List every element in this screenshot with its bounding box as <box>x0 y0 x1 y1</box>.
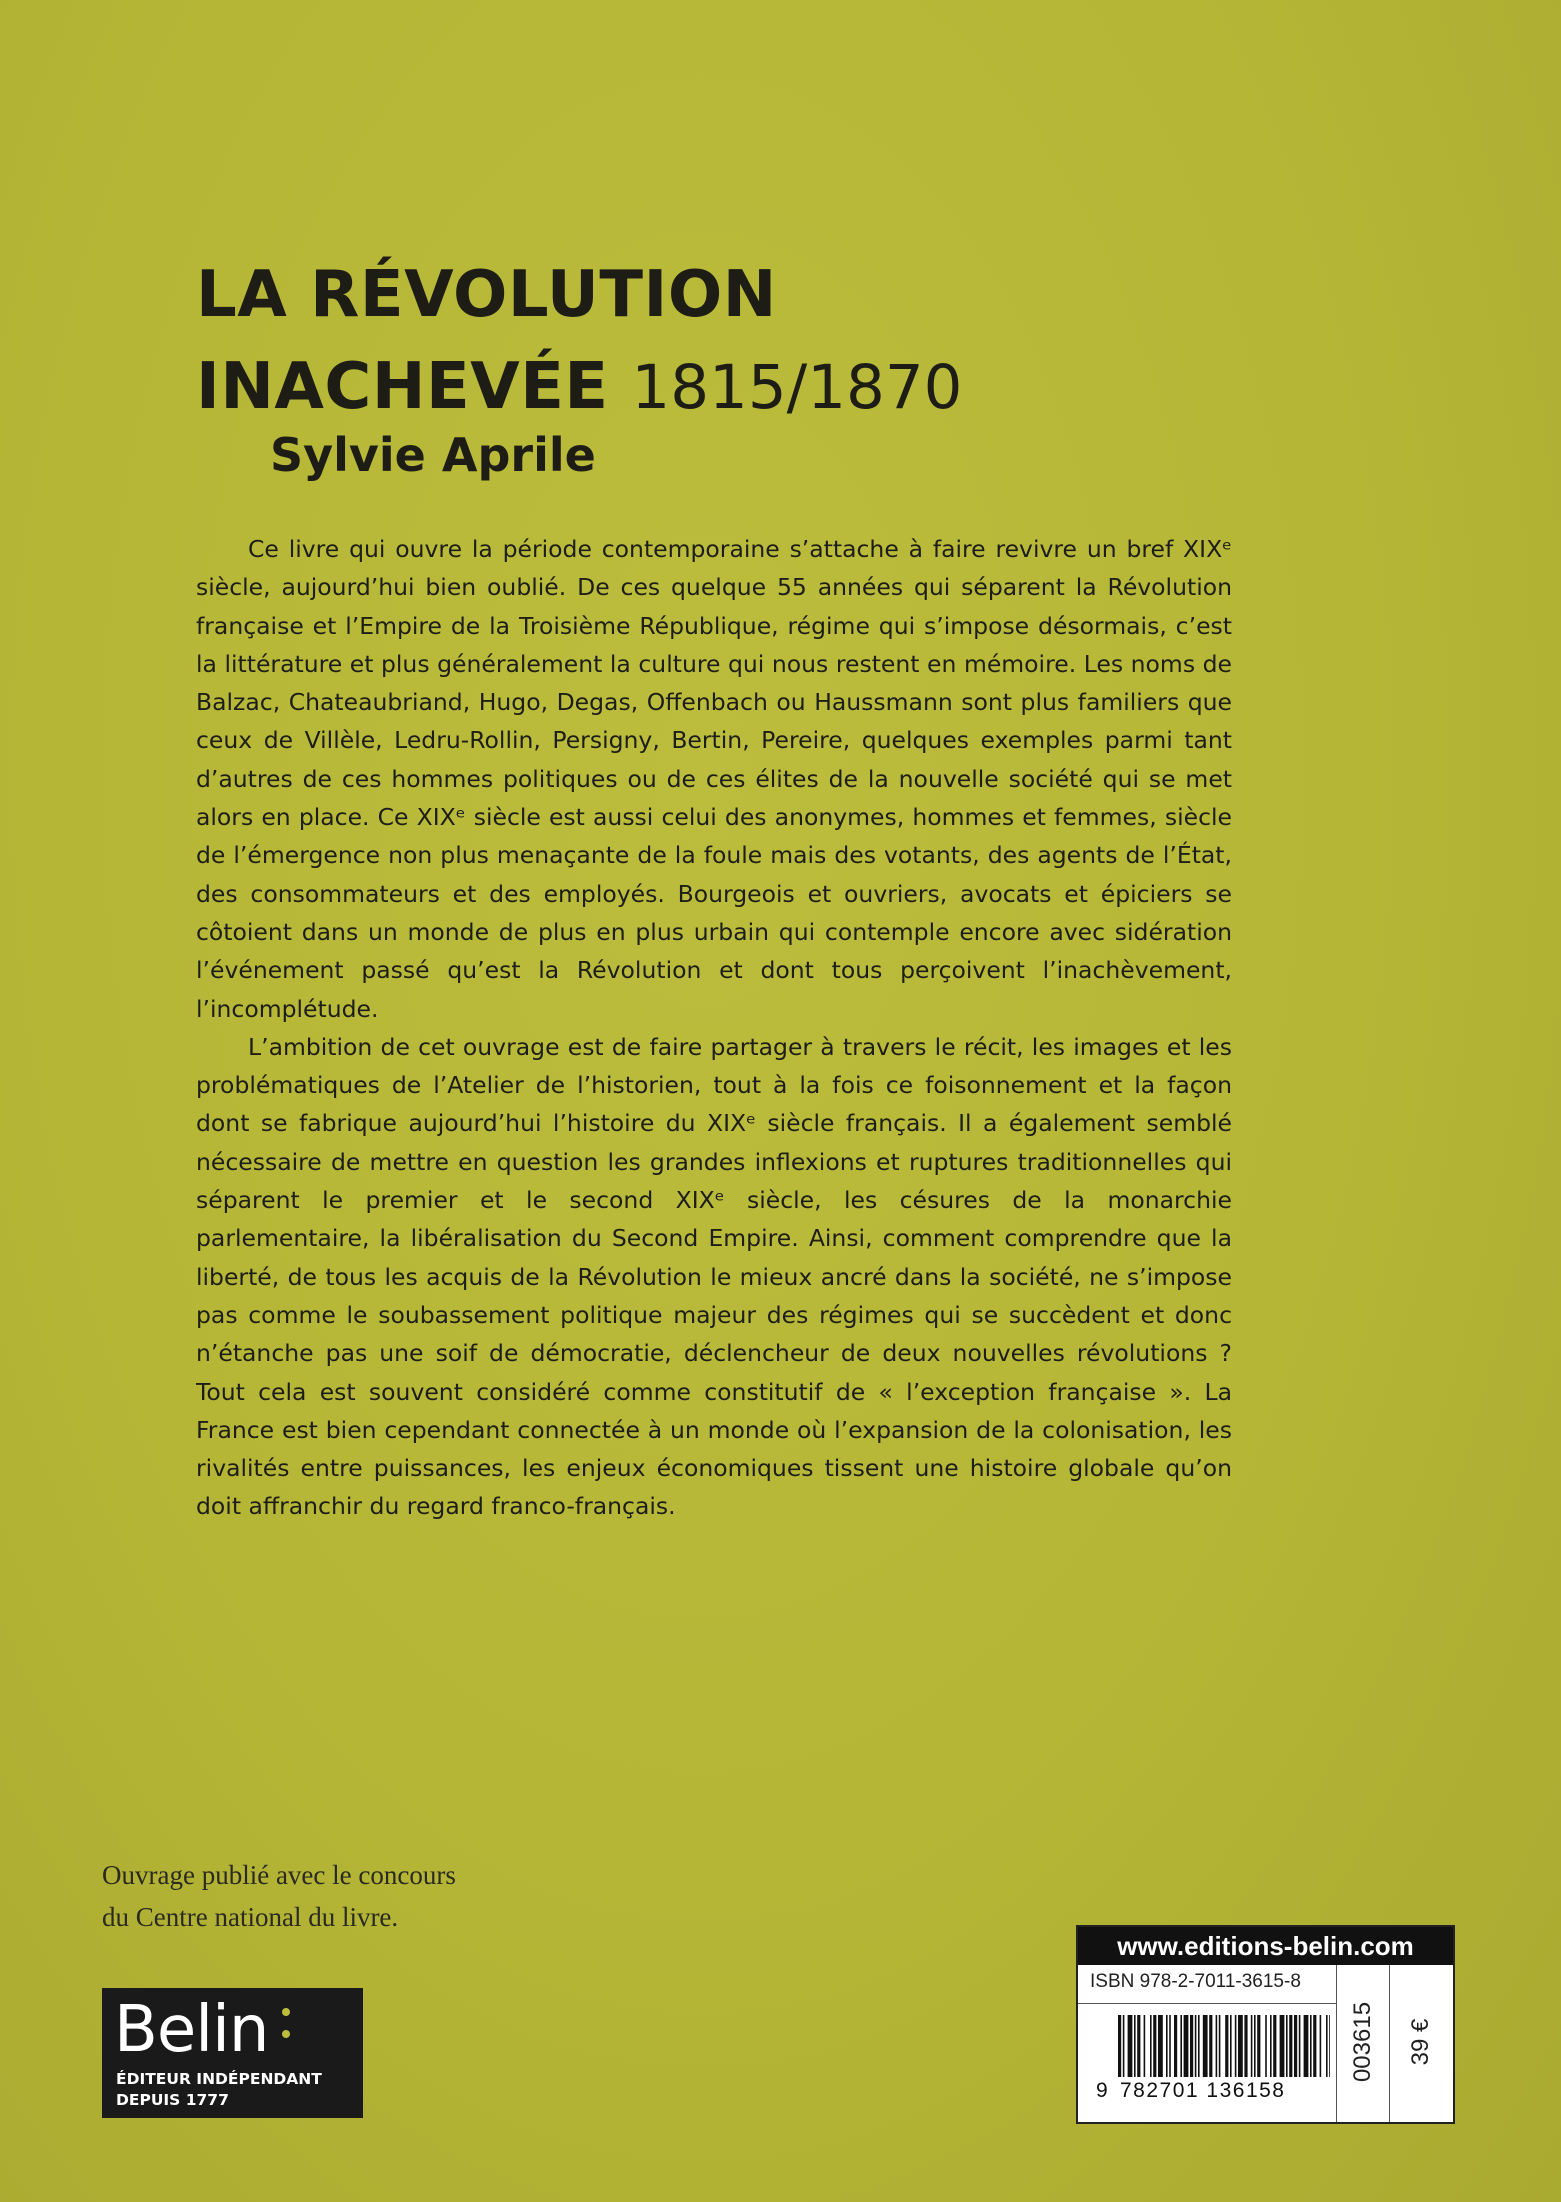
barcode-divider-1 <box>1336 1965 1337 2122</box>
book-title-line1 <box>196 258 777 332</box>
isbn-divider <box>1078 2003 1336 2004</box>
title-dates: 1815/1870 <box>631 352 963 423</box>
funding-notice-line1: Ouvrage publié avec le concours <box>102 1860 456 1890</box>
blurb-text <box>196 530 1232 1526</box>
blurb-paragraph-1: Ce livre qui ouvre la période contemporaine s’attache à faire revivre un bref XIXᵉ siècle, aujourd’hui bien oublié. De ces quelque 55 années qui séparent la Révolution française et l’Empire de la Troisième République, régime qui s’impose désormais, c’est la littérature et plus généralement la culture qui nous restent en mémoire. Les noms de Balzac, Chateaubriand, Hugo, Degas, Offenbach ou Haussmann sont plus familiers que ceux de Villèle, Ledru-Rollin, Persigny, Bertin, Pereire, quelques exemples parmi tant d’autres de ces hommes politiques ou de ces élites de la nouvelle société qui se met alors en place. Ce XIXᵉ siècle est aussi celui des anonymes, hommes et femmes, siècle de l’émergence non plus menaçante de la foule mais des votants, des agents de l’État, des consommateurs et des employés. Bourgeois et ouvriers, avocats et épiciers se côtoient dans un monde de plus en plus urbain qui contemple encore avec sidération l’événement passé qu’est la Révolution et dont tous perçoivent l’inachèvement, l’incomplétude. <box>196 535 1232 1023</box>
barcode-panel <box>1076 1925 1455 2124</box>
isbn-label: ISBN 978-2-7011-3615-8 <box>1090 1971 1301 1992</box>
title-text-line1: LA RÉVOLUTION <box>196 258 777 332</box>
price-label: 39 € <box>1407 2018 1434 2066</box>
belin-logo <box>102 1988 363 2118</box>
author-name: Sylvie Aprile <box>270 428 596 482</box>
belin-logo-colon-icon <box>282 2002 290 2042</box>
barcode-divider-2 <box>1389 1965 1390 2122</box>
belin-logo-word: Belin <box>114 1993 269 2067</box>
belin-tagline-2: DEPUIS 1777 <box>116 2091 229 2109</box>
funding-notice-line2: du Centre national du livre. <box>102 1902 399 1932</box>
book-title-line2 <box>196 350 962 424</box>
ean-digits: 782701 136158 <box>1120 2079 1286 2102</box>
barcode-icon <box>1118 2015 1330 2077</box>
funding-notice <box>102 1854 542 1938</box>
belin-tagline-1: ÉDITEUR INDÉPENDANT <box>116 2070 322 2088</box>
blurb-paragraph-2: L’ambition de cet ouvrage est de faire partager à travers le récit, les images et les problématiques de l’Atelier de l’historien, tout à la fois ce foisonnement et la façon dont se fabrique aujourd’hui l’histoire du XIXᵉ siècle français. Il a également semblé nécessaire de mettre en question les grandes inflexions et ruptures traditionnelles qui séparent le premier et le second XIXᵉ siècle, les césures de la monarchie parlementaire, la libéralisation du Second Empire. Ainsi, comment comprendre que la liberté, de tous les acquis de la Révolution le mieux ancré dans la société, ne s’impose pas comme le soubassement politique majeur des régimes qui se succèdent et donc n’étanche pas une soif de démocratie, déclencheur de deux nouvelles révolutions ? Tout cela est souvent considéré comme constitutif de « l’exception française ». La France est bien cependant connectée à un monde où l’expansion de la colonisation, les rivalités entre puissances, les enjeux économiques tissent une histoire globale qu’on doit affranchir du regard franco-français. <box>196 1032 1232 1521</box>
ean-prefix-digit: 9 <box>1096 2079 1108 2102</box>
publisher-website: www.editions-belin.com <box>1078 1927 1453 1965</box>
title-text-line2: INACHEVÉE <box>196 350 609 424</box>
product-code: 003615 <box>1349 2001 1376 2083</box>
